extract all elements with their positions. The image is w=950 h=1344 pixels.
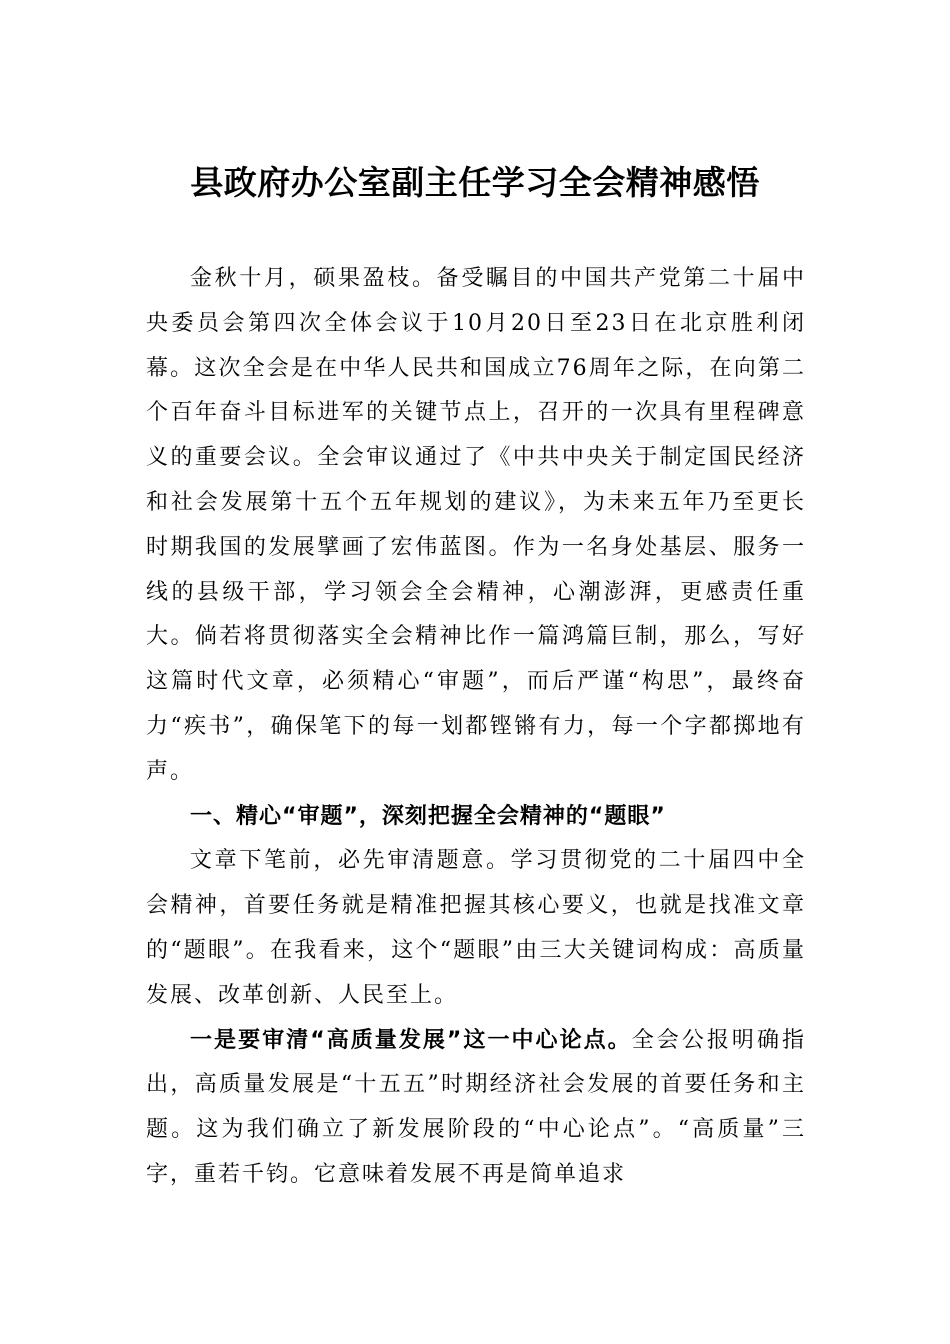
section-heading-1: 一、精心“审题”，深刻把握全会精神的“题眼”	[190, 803, 666, 829]
paragraph-lead-sentence: 一是要审清“高质量发展”这一中心论点。	[190, 1027, 632, 1053]
section-1-paragraph-1: 文章下笔前，必先审清题意。学习贯彻党的二十届四中全会精神，首要任务就是精准把握其核心要义，也就是找准文章的“题眼”。在我看来，这个“题眼”由三大关键词构成：高质量发展、改革创新、人民至上。	[146, 848, 806, 1008]
section-1-paragraph-2	[146, 1019, 806, 1198]
paragraph-body-text: 全会公报明确指出，高质量发展是“十五五”时期经济社会发展的首要任务和主题。这为我们确立了新发展阶段的“中心论点”。“高质量”三字，重若千钧。它意味着发展不再是简单追求	[146, 1027, 806, 1187]
intro-paragraph: 金秋十月，硕果盈枝。备受瞩目的中国共产党第二十届中央委员会第四次全体会议于10月20日至23日在北京胜利闭幕。这次全会是在中华人民共和国成立76周年之际，在向第二个百年奋斗目标进军的关键节点上，召开的一次具有里程碑意义的重要会议。全会审议通过了《中共中央关于制定国民经济和社会发展第十五个五年规划的建议》，为未来五年乃至更长时期我国的发展擘画了宏伟蓝图。作为一名身处基层、服务一线的县级干部，学习领会全会精神，心潮澎湃，更感责任重大。倘若将贯彻落实全会精神比作一篇鸿篇巨制，那么，写好这篇时代文章，必须精心“审题”，而后严谨“构思”，最终奋力“疾书”，确保笔下的每一划都铿锵有力，每一个字都掷地有声。	[146, 266, 806, 784]
document-body	[146, 257, 806, 1198]
document-title: 县政府办公室副主任学习全会精神感悟	[190, 163, 760, 202]
